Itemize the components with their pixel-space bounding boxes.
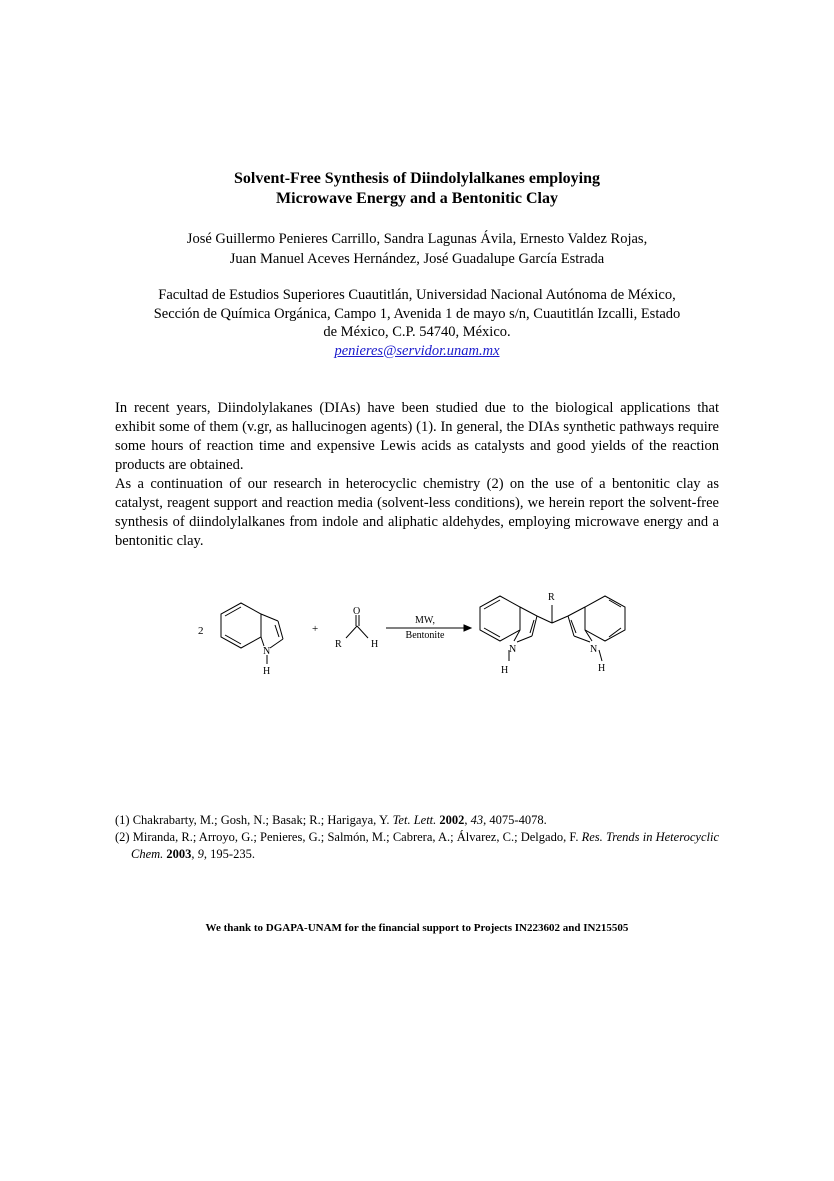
arrow-condition-mw: MW, <box>415 615 435 626</box>
title-line-2: Microwave Energy and a Bentonitic Clay <box>276 190 558 207</box>
product-h-left-label: H <box>501 665 509 676</box>
ref-journal: Res. Trends in Heterocyclic Chem. <box>131 830 719 861</box>
reaction-scheme <box>190 578 650 688</box>
reference-2: (2) Miranda, R.; Arroyo, G.; Penieres, G.; Salmón, M.; Cabrera, A.; Álvarez, C.; Delgado, F. Res. Trends in Heterocyclic Chem. 2003, 9, 195-235. <box>115 830 719 861</box>
paper-title <box>115 169 719 209</box>
affiliation-line-1: Facultad de Estudios Superiores Cuautitlán, Universidad Nacional Autónoma de México, <box>158 287 676 303</box>
reference-list <box>115 812 719 863</box>
ref-pages: , 4075-4078. <box>483 813 547 827</box>
email-link[interactable]: penieres@servidor.unam.mx <box>334 342 500 359</box>
abstract-body <box>115 399 719 551</box>
paragraph-2: As a continuation of our research in heterocyclic chemistry (2) on the use of a bentonitic clay as catalyst, reagent support and reaction media (solvent-less conditions), we herein report the solvent-free synthesis of diindolylalkanes from indole and aliphatic aldehydes, employing microwave energy and a bentonitic clay. <box>115 476 719 549</box>
ref-volume: 43 <box>470 813 484 827</box>
ref-year: 2003 <box>166 847 192 861</box>
stoich-coefficient: 2 <box>198 625 204 637</box>
paragraph-1: In recent years, Diindolylakanes (DIAs) have been studied due to the biological applications that exhibit some of them (v.gr, as hallucinogen agents) (1). In general, the DIAs synthetic pathways require some hours of reaction time and expensive Lewis acids as catalysts and good yields of the reaction products are obtained. <box>115 400 719 473</box>
product-h-right-label: H <box>598 663 606 674</box>
product-n-left-label: N <box>509 644 517 655</box>
indole-n-label: N <box>263 646 271 657</box>
product-n-right-label: N <box>590 644 598 655</box>
ref-authors: Chakrabarty, M.; Gosh, N.; Basak; R.; Harigaya, Y. <box>132 813 390 827</box>
authors-line-1: José Guillermo Penieres Carrillo, Sandra Lagunas Ávila, Ernesto Valdez Rojas, <box>186 231 648 247</box>
ref-authors: Miranda, R.; Arroyo, G.; Penieres, G.; Salmón, M.; Cabrera, A.; Álvarez, C.; Delgado, F. <box>132 830 579 844</box>
indole-h-label: H <box>263 666 271 677</box>
plus-sign: + <box>312 623 319 635</box>
ref-number: (1) <box>115 813 130 827</box>
indole-structure <box>221 603 283 664</box>
affiliation <box>115 286 719 360</box>
product-r-label: R <box>548 592 555 603</box>
ref-year: 2002 <box>439 813 465 827</box>
aldehyde-o-label: O <box>353 606 361 617</box>
aldehyde-h-label: H <box>371 639 379 650</box>
aldehyde-structure <box>346 615 368 638</box>
ref-number: (2) <box>115 830 130 844</box>
acknowledgment: We thank to DGAPA-UNAM for the financial support to Projects IN223602 and IN215505 <box>205 922 629 934</box>
affiliation-line-3: de México, C.P. 54740, México. <box>323 324 511 340</box>
author-list <box>115 229 719 269</box>
title-line-1: Solvent-Free Synthesis of Diindolylalkanes employing <box>234 170 600 187</box>
affiliation-line-2: Sección de Química Orgánica, Campo 1, Avenida 1 de mayo s/n, Cuautitlán Izcalli, Estado <box>153 305 681 322</box>
reference-1: (1) Chakrabarty, M.; Gosh, N.; Basak; R.; Harigaya, Y. Tet. Lett. 2002, 43, 4075-4078. <box>115 813 547 827</box>
authors-line-2: Juan Manuel Aceves Hernández, José Guadalupe García Estrada <box>229 251 605 267</box>
ref-pages: , 195-235. <box>203 847 255 861</box>
diindolylalkane-structure <box>480 596 625 661</box>
aldehyde-r-label: R <box>335 639 342 650</box>
ref-volume: 9 <box>197 847 204 861</box>
ref-journal: Tet. Lett. <box>392 813 437 827</box>
arrow-condition-bentonite: Bentonite <box>405 630 445 641</box>
